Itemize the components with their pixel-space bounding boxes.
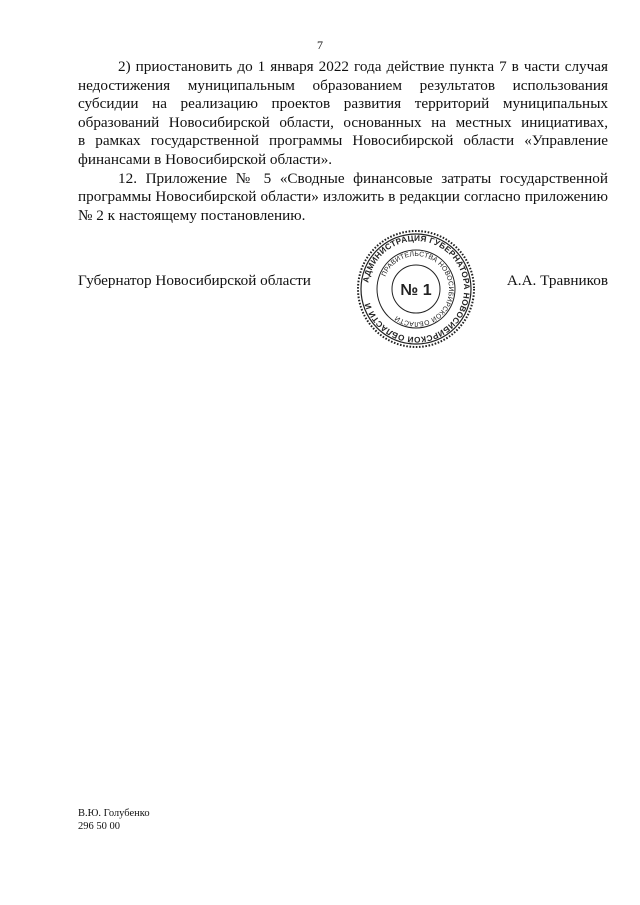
page-number: 7 [317,38,323,52]
seal-graphic [355,228,477,350]
seal-outer-text: АДМИНИСТРАЦИЯ ГУБЕРНАТОРА НОВОСИБИРСКОЙ ОБЛАСТИ И [361,233,472,345]
paragraph-suspension: 2) приостановить до 1 января 2022 года действие пункта 7 в части случая недостижения муниципальным образованием результатов использования субсидии на реализацию проектов развития территорий муниципальных образований Новосибирской области, основанных на местных инициативах, в рамках государственной программы Новосибирской области «Управление финансами в Новосибирской области». [78,58,608,168]
signatory-name: А.А. Травников [506,272,608,289]
paragraph-appendix: 12. Приложение № 5 «Сводные финансовые затраты государственной программы Новосибирской области» изложить в редакции согласно приложению № 2 к настоящему постановлению. [78,169,608,224]
official-seal [355,228,477,350]
body-text [78,58,608,225]
executor-block [78,808,150,833]
executor-phone: 296 50 00 [78,820,120,832]
seal-inner-text: ПРАВИТЕЛЬСТВА НОВОСИБИРСКОЙ ОБЛАСТИ [380,250,455,328]
signatory-position: Губернатор Новосибирской области [78,272,311,289]
executor-name: В.Ю. Голубенко [78,808,150,819]
seal-number: № 1 [400,282,432,299]
